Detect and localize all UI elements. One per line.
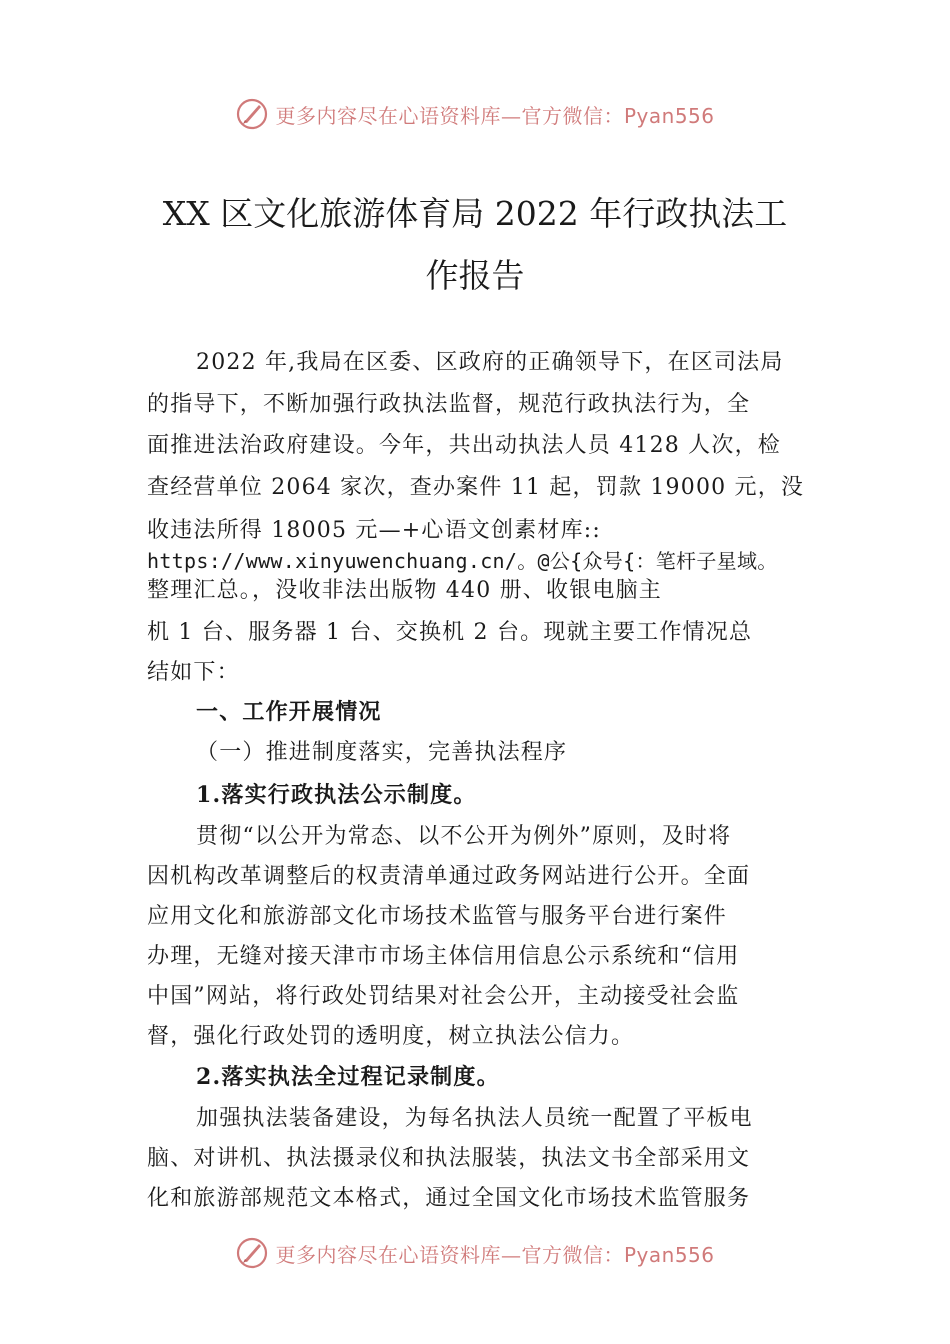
body-line: 查经营单位 2064 家次，查办案件 11 起，罚款 19000 元，没 bbox=[147, 475, 805, 500]
body-line: 化和旅游部规范文本格式，通过全国文化市场技术监管服务 bbox=[147, 1186, 751, 1211]
item-heading: 2.落实执法全过程记录制度。 bbox=[196, 1064, 500, 1090]
body-line: 贯彻“以公开为常态、以不公开为例外”原则，及时将 bbox=[196, 824, 732, 849]
watermark-wechat-id: Pyan556 bbox=[623, 103, 715, 128]
body-line-link: https://www.xinyuwenchuang.cn/。@公{众号{：笔杆子星域。 bbox=[147, 549, 778, 573]
quill-logo-icon bbox=[235, 1236, 269, 1270]
section-heading: 一、工作开展情况 bbox=[196, 700, 382, 725]
item-heading: 1.落实行政执法公示制度。 bbox=[196, 782, 477, 808]
watermark-wechat-id: Pyan556 bbox=[623, 1242, 715, 1267]
body-line: 加强执法装备建设，为每名执法人员统一配置了平板电 bbox=[196, 1106, 753, 1131]
body-line: 督，强化行政处罚的透明度，树立执法公信力。 bbox=[147, 1024, 635, 1049]
body-line: 收违法所得 18005 元—+心语文创素材库:: bbox=[147, 518, 602, 543]
watermark-text: 更多内容尽在心语资料库—官方微信： bbox=[275, 103, 624, 128]
title-line-1: XX 区文化旅游体育局 2022 年行政执法工 bbox=[162, 194, 788, 233]
document-title bbox=[0, 183, 950, 307]
body-line: 整理汇总。，没收非法出版物 440 册、收银电脑主 bbox=[147, 578, 662, 603]
body-line: 的指导下，不断加强行政执法监督，规范行政执法行为，全 bbox=[147, 392, 751, 417]
title-line-2: 作报告 bbox=[425, 256, 525, 295]
body-line: 脑、对讲机、执法摄录仪和执法服装，执法文书全部采用文 bbox=[147, 1146, 751, 1171]
watermark-banner-top bbox=[0, 94, 950, 134]
body-line: 结如下： bbox=[147, 660, 240, 685]
subsection-heading: （一）推进制度落实，完善执法程序 bbox=[196, 740, 568, 765]
watermark-text: 更多内容尽在心语资料库—官方微信： bbox=[275, 1242, 624, 1267]
body-line: 应用文化和旅游部文化市场技术监管与服务平台进行案件 bbox=[147, 904, 728, 929]
quill-logo-icon bbox=[235, 97, 269, 131]
body-line: 面推进法治政府建设。今年，共出动执法人员 4128 人次，检 bbox=[147, 433, 781, 458]
watermark-banner-bottom bbox=[0, 1233, 950, 1273]
body-line: 因机构改革调整后的权责清单通过政务网站进行公开。全面 bbox=[147, 864, 751, 889]
body-line: 中国”网站，将行政处罚结果对社会公开，主动接受社会监 bbox=[147, 984, 740, 1009]
body-line: 办理，无缝对接天津市市场主体信用信息公示系统和“信用 bbox=[147, 944, 740, 969]
body-line: 2022 年,我局在区委、区政府的正确领导下，在区司法局 bbox=[196, 350, 784, 375]
body-line: 机 1 台、服务器 1 台、交换机 2 台。现就主要工作情况总 bbox=[147, 620, 753, 645]
